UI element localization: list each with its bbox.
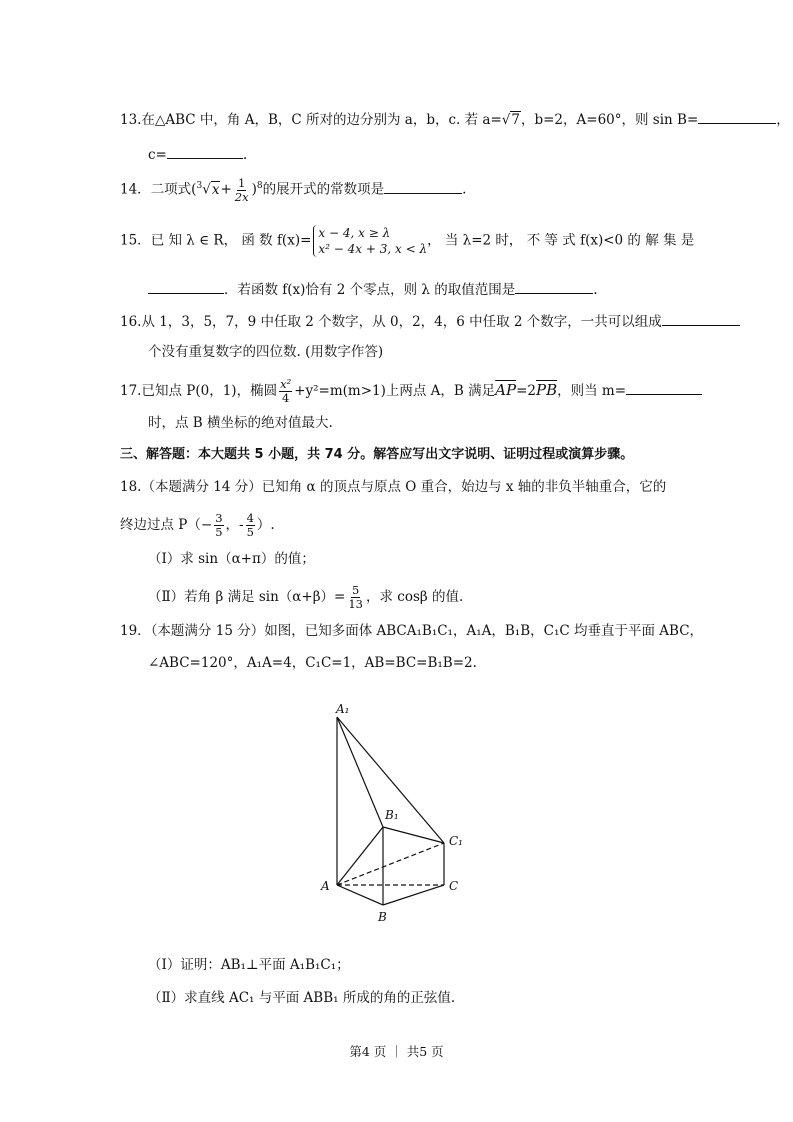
q15-case2: x² − 4x + 3, x < λ — [318, 242, 428, 256]
q16-line2: 个没有重复数字的四位数. (用数字作答) — [148, 344, 384, 360]
q19-part2-text: （Ⅱ）求直线 AC₁ 与平面 ABB₁ 所成的角的正弦值. — [148, 990, 456, 1006]
q18-f3-den: 13 — [348, 597, 363, 611]
q17-line2: 时，点 B 横坐标的绝对值最大. — [148, 415, 333, 431]
q18-f2-num: 4 — [246, 511, 254, 525]
q15-line2 — [148, 280, 598, 300]
q13-blank-sinb[interactable] — [698, 111, 776, 124]
label-a1: A₁ — [336, 702, 350, 716]
q15-line2-end: . — [593, 282, 598, 298]
q17-text-b: +y²=m(m>1)上两点 A，B 满足 — [294, 383, 496, 399]
q14-plus: + — [220, 181, 232, 198]
q19-number: 19． — [120, 623, 151, 639]
q13-text-b: ，b=2，A=60°，则 sin B= — [520, 112, 699, 128]
q17-fraction — [279, 378, 292, 405]
q18-line1 — [120, 477, 666, 497]
q13-sqrt-value: 7 — [511, 112, 520, 128]
q17-eq2: =2 — [516, 383, 536, 399]
q18-line2-a: 终边过点 P（− — [120, 517, 213, 533]
section-3-text: 三、解答题：本大题共 5 小题，共 74 分。解答应写出文字说明、证明过程或演算步骤。 — [120, 447, 634, 462]
q15-case1: x − 4, x ≥ λ — [318, 226, 391, 240]
q16-text-a: 从 1，3，5，7，9 中任取 2 个数字，从 0，2，4，6 中任取 2 个数字，一共可以组成 — [141, 314, 662, 330]
label-c: C — [449, 879, 459, 893]
q15-text-a: 已 知 λ ∈ R， 函 数 f(x)= — [150, 232, 312, 249]
q14-power: 8 — [256, 181, 263, 191]
q17-number: 17. — [120, 383, 142, 399]
edge-a1-b1 — [337, 717, 383, 827]
q15-piecewise — [313, 225, 427, 257]
q14-blank[interactable] — [384, 181, 462, 194]
label-b: B — [378, 910, 387, 924]
page-number: 第4 页 ｜ 共5 页 — [349, 1044, 444, 1059]
q14-text-a: 二项式( — [150, 181, 197, 198]
q14-frac-num: 1 — [237, 175, 246, 190]
page-footer — [0, 1042, 793, 1060]
q18-part1 — [148, 549, 315, 569]
q15-line2-a: ．若函数 f(x)恰有 2 个零点，则 λ 的取值范围是 — [224, 282, 516, 298]
q18-line2 — [120, 512, 275, 539]
q15-text-b: ， 当 λ=2 时， 不 等 式 f(x)<0 的 解 集 是 — [427, 232, 695, 249]
q13-number: 13. — [120, 112, 142, 128]
q19-part2 — [148, 988, 455, 1008]
q14-number: 14． — [120, 181, 151, 198]
q18-line2-b: ）. — [256, 517, 275, 533]
q13-line1: 13.在△ABC 中，角 A，B，C 所对的边分别为 a，b，c. 若 a=√7，b=2，A=60°，则 sin B= ， — [120, 112, 790, 128]
q18-part2-b: ，求 cosβ 的值. — [365, 589, 464, 605]
q14-end: . — [462, 181, 467, 198]
q18-sep: ，- — [225, 517, 244, 533]
q15-blank-solution[interactable] — [148, 281, 224, 294]
q19-part1 — [148, 955, 350, 975]
q15-blank-range[interactable] — [515, 281, 593, 294]
q18-f3-num: 5 — [352, 583, 360, 597]
q14-root-index: 3 — [196, 181, 203, 191]
label-b1: B₁ — [385, 808, 399, 822]
q16-line1 — [120, 312, 740, 332]
q14-line: 14．二项式($^3$√x+ $\frac{1}{2x}$ )$^8$的展开式的常数项是 . — [120, 175, 467, 204]
q19-line2-text: ∠ABC=120°，A₁A=4，C₁C=1，AB=BC=B₁B=2. — [148, 655, 477, 671]
q13-c-label: c= — [148, 147, 167, 163]
q19-part1-text: （Ⅰ）证明：AB₁⊥平面 A₁B₁C₁； — [148, 957, 350, 973]
q13-blank-c[interactable] — [167, 146, 243, 159]
q17-blank[interactable] — [626, 382, 702, 395]
q14-text-b: 的展开式的常数项是 — [262, 181, 385, 198]
q19-line2 — [148, 653, 477, 673]
q18-part2 — [148, 584, 463, 611]
q18-part1-text: （Ⅰ）求 sin（α+π）的值； — [148, 551, 315, 567]
label-c1: C₁ — [449, 834, 463, 848]
q14-frac-den: 2x — [234, 189, 249, 204]
polyhedron-figure — [310, 695, 470, 930]
edge-b-c — [383, 885, 444, 905]
q13-text-a: 在△ABC 中，角 A，B，C 所对的边分别为 a，b，c. 若 a= — [141, 112, 502, 128]
q18-f1-den: 5 — [215, 525, 223, 539]
q18-number: 18. — [120, 479, 142, 495]
q17-vector-pb: $\overline{PB}$ — [535, 381, 558, 399]
q17-line1 — [120, 378, 702, 405]
q17-frac-num: x² — [280, 377, 292, 391]
q16-number: 16. — [120, 314, 142, 330]
q17-text-a: 已知点 P(0，1)，椭圆 — [141, 383, 278, 399]
q16-line2 — [148, 342, 383, 362]
q19-line1 — [120, 621, 703, 641]
q18-f2-den: 5 — [246, 525, 254, 539]
q19-text-a: （本题满分 15 分）如图，已知多面体 ABCA₁B₁C₁，A₁A，B₁B，C₁C 均垂直于平面 ABC， — [150, 623, 704, 639]
q18-frac-3 — [347, 584, 364, 611]
q18-text-a: （本题满分 14 分）已知角 α 的顶点与原点 O 重合，始边与 x 轴的非负半轴重合，它的 — [141, 479, 667, 495]
edge-a1-c1 — [337, 717, 444, 843]
q17-line2 — [148, 413, 333, 433]
q15-number: 15． — [120, 232, 151, 249]
q14-fraction — [234, 177, 250, 204]
q16-blank[interactable] — [662, 313, 740, 326]
q18-f1-num: 3 — [215, 511, 223, 525]
q17-frac-den: 4 — [281, 391, 290, 405]
label-a: A — [321, 879, 330, 893]
q17-text-c: ，则当 m= — [557, 383, 627, 399]
q13-line2-end: . — [242, 147, 248, 163]
q13-line2 — [148, 145, 247, 165]
q18-frac-1 — [214, 512, 223, 539]
q13-end-comma: ， — [776, 112, 790, 128]
q18-frac-2 — [246, 512, 255, 539]
q14-root-x: x — [211, 181, 220, 198]
edge-a-b — [337, 885, 383, 905]
q17-vector-ap: $\overline{AP}$ — [495, 381, 517, 399]
q15-line1 — [120, 225, 694, 257]
q18-part2-a: （Ⅱ）若角 β 满足 sin（α+β）= — [148, 589, 346, 605]
edge-b1-c1 — [383, 827, 444, 843]
section-3-heading — [120, 445, 633, 465]
